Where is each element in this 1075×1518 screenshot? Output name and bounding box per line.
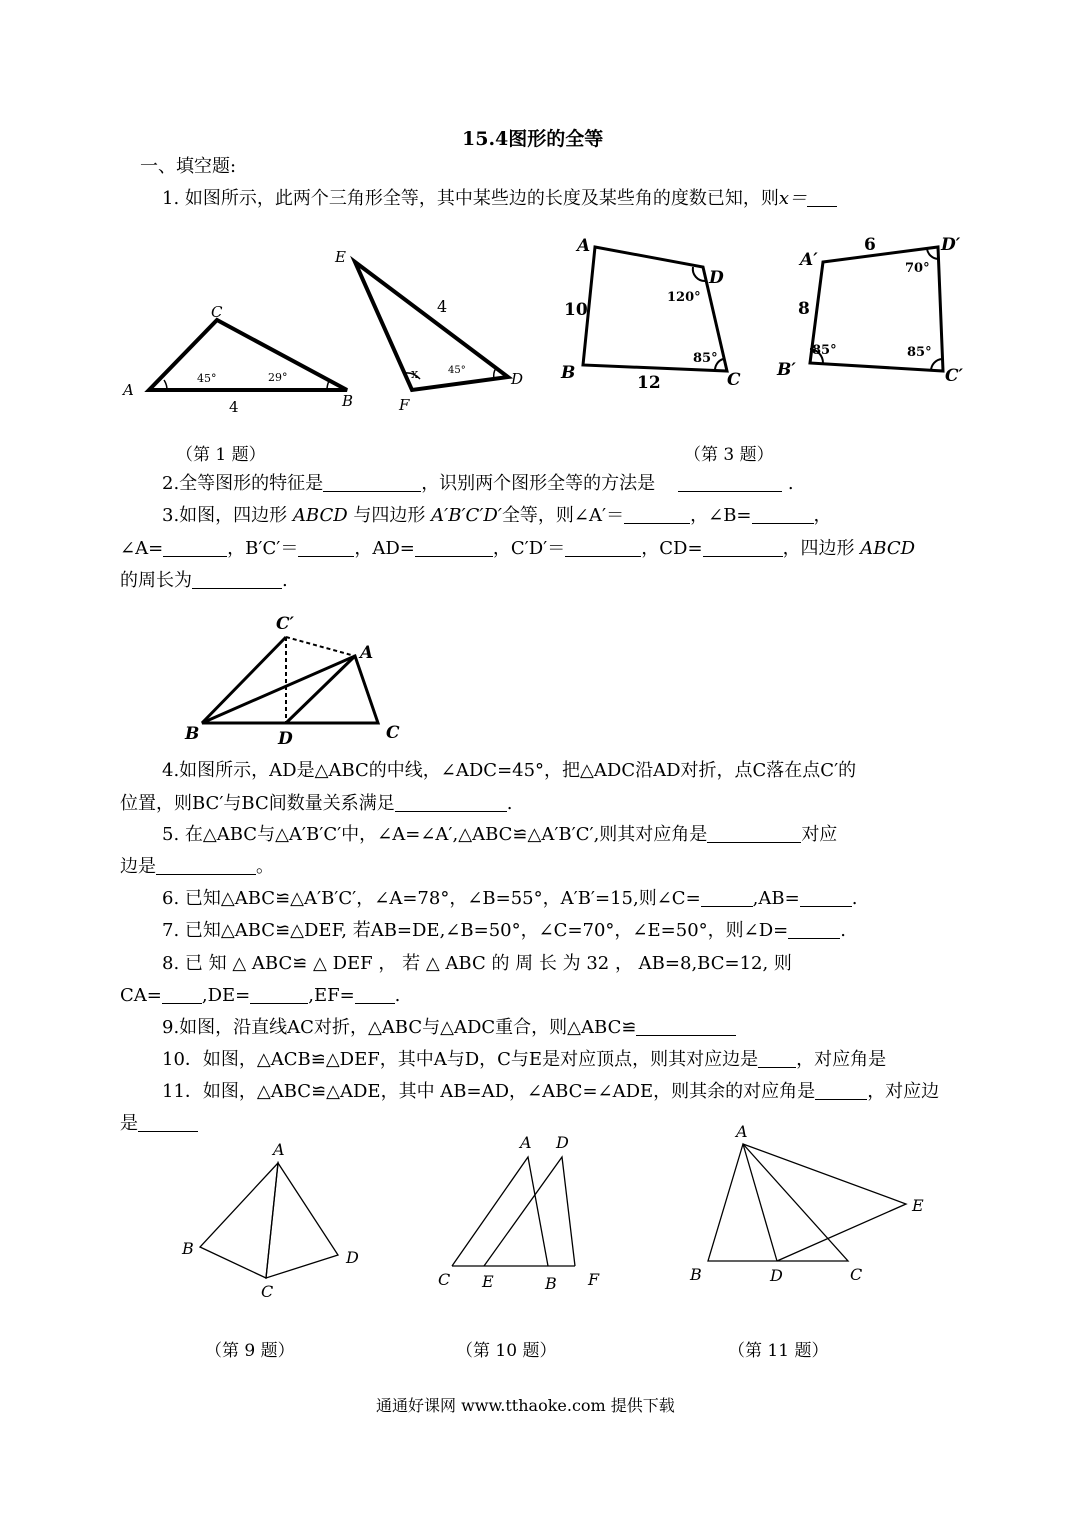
fig10-label-D: D — [556, 1133, 569, 1152]
question-8-line-2 — [120, 984, 400, 1008]
fig3-label-C: C — [727, 370, 741, 390]
fig4-label-C: C — [386, 723, 400, 743]
fig1-side-ED: 4 — [437, 297, 448, 316]
fig1-angle-F: x — [411, 367, 419, 382]
answer-blank[interactable] — [800, 888, 852, 907]
answer-blank[interactable] — [678, 473, 782, 492]
question-4-text: 位置，则BC′与BC间数量关系满足 — [120, 793, 395, 814]
question-3-text: 与四边形 — [353, 505, 426, 526]
question-2-text-c: . — [787, 473, 794, 494]
figure-10 — [430, 1130, 620, 1310]
question-10 — [162, 1048, 886, 1072]
fig11-label-B: B — [690, 1265, 702, 1284]
answer-blank[interactable] — [323, 473, 421, 492]
question-5-line-2 — [120, 855, 274, 879]
fig3-label-B: B — [561, 363, 576, 383]
fig1-angle-D: 45° — [448, 365, 466, 376]
question-11-text: 是 — [120, 1113, 138, 1134]
answer-blank[interactable] — [636, 1017, 736, 1036]
question-9-text: 9.如图，沿直线AC对折，△ABC与△ADC重合，则△ABC≌ — [162, 1017, 637, 1038]
fig9-label-B: B — [182, 1239, 194, 1258]
fig10-label-F: F — [588, 1270, 600, 1289]
fig11-label-E: E — [912, 1196, 924, 1215]
fig9-label-D: D — [346, 1248, 359, 1267]
question-3-text: ，B′C′＝ — [227, 538, 299, 559]
question-3-text: ABCD — [292, 505, 348, 526]
answer-blank[interactable] — [163, 538, 227, 557]
question-11-line-2 — [120, 1112, 198, 1136]
question-4-line-1: 4.如图所示，AD是△ABC的中线，∠ADC=45°，把△ADC沿AD对折，点C落在点C′的 — [162, 760, 857, 781]
fig9-label-A: A — [273, 1140, 285, 1159]
question-3-text: ， — [813, 505, 832, 526]
answer-blank[interactable] — [138, 1113, 198, 1132]
question-11-text: 11．如图，△ABC≌△ADE，其中 AB=AD，∠ABC=∠ADE，则其余的对应角是 — [162, 1081, 816, 1102]
question-3-text: ，∠B= — [690, 505, 752, 526]
fig10-label-E: E — [482, 1272, 494, 1291]
question-1 — [162, 187, 837, 211]
fig3-label-D-prime: D′ — [941, 235, 961, 255]
question-3-text: 全等，则∠A′＝ — [501, 505, 625, 526]
question-9 — [162, 1016, 736, 1040]
answer-blank[interactable] — [707, 824, 801, 843]
question-6 — [162, 887, 857, 911]
question-5-text: 对应 — [801, 824, 838, 845]
question-2-text-b: ，识别两个图形全等的方法是 — [421, 473, 656, 494]
figure-4 — [180, 605, 410, 750]
question-3-text: A′B′C′D′ — [431, 505, 502, 526]
question-3-text: ，CD= — [641, 538, 703, 559]
answer-blank[interactable] — [162, 985, 202, 1004]
footer: 通通好课网 www.tthaoke.com 提供下载 — [376, 1396, 675, 1415]
fig11-label-A: A — [736, 1122, 748, 1141]
fig3-side-BC: 12 — [637, 373, 661, 393]
question-3-line-2 — [120, 537, 915, 561]
caption-fig3: （第 3 题） — [684, 445, 774, 465]
question-5-text: 5. 在△ABC与△A′B′C′中，∠A=∠A′,△ABC≌△A′B′C′,则其对应角是 — [162, 824, 708, 845]
question-8-text: CA= — [120, 985, 162, 1006]
fig4-label-C-prime: C′ — [276, 614, 295, 634]
question-8-text: ,DE= — [201, 985, 251, 1006]
question-5-line-1 — [162, 823, 837, 847]
answer-blank[interactable] — [156, 856, 256, 875]
question-2 — [162, 472, 794, 496]
fig3-label-B-prime: B′ — [777, 360, 796, 380]
fig3-angle-D: 120° — [667, 290, 701, 305]
fig11-label-C: C — [850, 1265, 863, 1284]
question-6-text: 6. 已知△ABC≌△A′B′C′，∠A=78°，∠B=55°，A′B′=15,则∠C= — [162, 888, 701, 909]
fig3-angle-D-prime: 70° — [905, 261, 930, 276]
answer-blank[interactable] — [355, 985, 395, 1004]
fig3-label-C-prime: C′ — [945, 366, 964, 386]
fig3-angle-C-prime: 85° — [907, 345, 932, 360]
fig3-label-D: D — [709, 268, 724, 288]
question-7 — [162, 919, 846, 943]
answer-blank[interactable] — [415, 538, 493, 557]
question-8-text: . — [394, 985, 401, 1006]
question-3-text: ，C′D′＝ — [492, 538, 566, 559]
answer-blank[interactable] — [624, 505, 690, 524]
answer-blank[interactable] — [807, 188, 837, 207]
fig9-label-C: C — [261, 1282, 274, 1301]
fig1-angle-A: 45° — [197, 372, 217, 385]
page-title: 15.4图形的全等 — [462, 128, 604, 150]
fig1-label-A: A — [123, 381, 134, 399]
question-7-text: . — [840, 920, 846, 941]
figure-1 — [115, 240, 535, 420]
caption-fig10: （第 10 题） — [456, 1341, 557, 1361]
fig1-label-F: F — [399, 396, 410, 414]
fig10-label-B: B — [545, 1274, 557, 1293]
question-8-line-1: 8. 已 知 △ ABC≌ △ DEF ， 若 △ ABC 的 周 长 为 32 ， AB=8,BC=12, 则 — [162, 953, 792, 974]
question-3-text: ABCD — [860, 538, 916, 559]
question-10-text: 10．如图，△ACB≌△DEF，其中A与D，C与E是对应顶点，则其对应边是 — [162, 1049, 759, 1070]
caption-fig11: （第 11 题） — [728, 1341, 829, 1361]
fig10-label-C: C — [438, 1270, 451, 1289]
question-4-line-2 — [120, 792, 513, 816]
question-1-text: 1. 如图所示，此两个三角形全等，其中某些边的长度及某些角的度数已知，则 — [162, 188, 779, 209]
question-3-text: . — [282, 570, 288, 591]
answer-blank[interactable] — [758, 1049, 796, 1068]
question-5-text: 边是 — [120, 856, 156, 877]
fig4-label-A: A — [360, 643, 374, 663]
question-6-text: ,AB= — [752, 888, 800, 909]
figure-3 — [555, 225, 975, 400]
answer-blank[interactable] — [703, 538, 783, 557]
answer-blank[interactable] — [395, 793, 507, 812]
answer-blank[interactable] — [752, 505, 814, 524]
question-3-line-3 — [120, 569, 288, 593]
question-3-text: ，AD= — [354, 538, 415, 559]
question-1-var: x＝ — [778, 188, 808, 209]
answer-blank[interactable] — [701, 888, 753, 907]
question-3-text: 3.如图，四边形 — [162, 505, 288, 526]
question-10-text: ，对应角是 — [796, 1049, 887, 1070]
answer-blank[interactable] — [250, 985, 308, 1004]
answer-blank[interactable] — [298, 538, 354, 557]
question-4-text: . — [506, 793, 513, 814]
fig3-label-A-prime: A′ — [800, 250, 818, 270]
fig3-angle-B-prime: 85° — [812, 343, 837, 358]
question-6-text: . — [851, 888, 858, 909]
question-2-text-a: 2.全等图形的特征是 — [162, 473, 324, 494]
fig3-side-AB-prime: 8 — [798, 299, 810, 319]
fig1-angle-B: 29° — [268, 371, 288, 384]
question-3-line-1 — [162, 504, 832, 528]
question-5-text: 。 — [256, 856, 274, 877]
fig3-side-AB: 10 — [564, 300, 588, 320]
fig1-label-B: B — [342, 392, 354, 410]
fig3-side-AD-prime: 6 — [864, 235, 876, 255]
question-3-text: ，四边形 — [782, 538, 855, 559]
answer-blank[interactable] — [788, 920, 840, 939]
figure-11 — [680, 1120, 940, 1295]
fig1-label-E: E — [335, 248, 346, 266]
answer-blank[interactable] — [192, 570, 282, 589]
question-3-text: 的周长为 — [120, 570, 192, 591]
fig1-label-C: C — [211, 303, 223, 321]
question-8-text: ,EF= — [308, 985, 355, 1006]
caption-fig9: （第 9 题） — [205, 1341, 295, 1361]
section-heading: 一、填空题: — [140, 156, 237, 177]
question-11-text: ，对应边 — [867, 1081, 940, 1102]
question-7-text: 7. 已知△ABC≌△DEF, 若AB=DE,∠B=50°，∠C=70°，∠E=50°，则∠D= — [162, 920, 789, 941]
fig4-label-D: D — [278, 729, 293, 749]
answer-blank[interactable] — [815, 1081, 867, 1100]
figure-9 — [170, 1135, 370, 1310]
fig3-label-A: A — [577, 236, 591, 256]
question-11-line-1 — [162, 1080, 939, 1104]
fig1-side-AB: 4 — [229, 398, 239, 416]
caption-fig1: （第 1 题） — [176, 445, 266, 465]
question-3-text: ∠A= — [120, 538, 164, 559]
fig4-label-B: B — [185, 724, 200, 744]
fig11-label-D: D — [770, 1266, 783, 1285]
fig3-angle-C: 85° — [693, 351, 718, 366]
answer-blank[interactable] — [565, 538, 641, 557]
fig1-label-D: D — [511, 370, 524, 388]
fig10-label-A: A — [520, 1133, 532, 1152]
